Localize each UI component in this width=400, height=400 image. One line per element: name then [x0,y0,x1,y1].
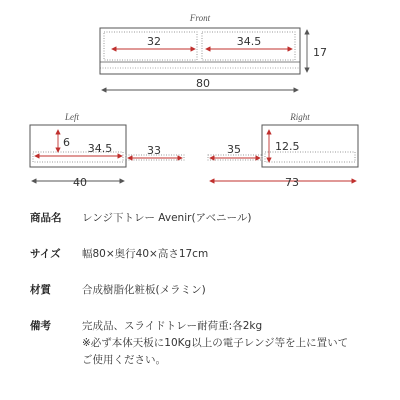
left-tray-label: 34.5 [87,142,113,155]
right-view [208,112,358,189]
left-slide-label: 33 [147,144,161,157]
spec-value-line: ご使用ください。 [82,354,166,366]
front-drawer-left-label: 32 [147,35,161,48]
spec-row [30,282,390,299]
right-title: Right [290,112,310,122]
spec-value-line: ※必ず本体天板に10Kg以上の電子レンジ等を上に置いて [82,337,349,349]
spec-value [82,318,390,369]
front-title: Front [189,13,211,23]
left-depth-label: 40 [73,176,87,189]
front-body [100,28,300,74]
spec-value-line: 完成品、スライドトレー耐荷重:各2kg [82,320,263,332]
right-length-label: 73 [285,176,299,189]
right-slide-label: 35 [227,143,241,156]
front-view [100,13,327,90]
left-height-label: 6 [63,136,70,149]
front-drawer-right-label: 34.5 [236,35,262,48]
left-view [30,112,184,189]
spec-key: サイズ [30,248,61,260]
spec-value-line: 合成樹脂化粧板(メラミン) [82,284,206,296]
right-height-label: 12.5 [275,140,300,153]
spec-row [30,318,390,369]
spec-key: 商品名 [30,212,62,224]
spec-key: 材質 [30,284,51,296]
front-width-label: 80 [196,77,210,90]
spec-value-line: 幅80×奥行40×高さ17cm [82,248,209,260]
spec-value [82,210,390,227]
spec-value-line: レンジ下トレー Avenir(アベニール) [82,212,252,224]
spec-row [30,246,390,263]
spec-row [30,210,390,227]
left-title: Left [64,112,80,122]
right-tray [265,152,355,162]
spec-key: 備考 [30,320,51,332]
spec-value [82,246,390,263]
spec-value [82,282,390,299]
front-height-label: 17 [313,46,327,59]
